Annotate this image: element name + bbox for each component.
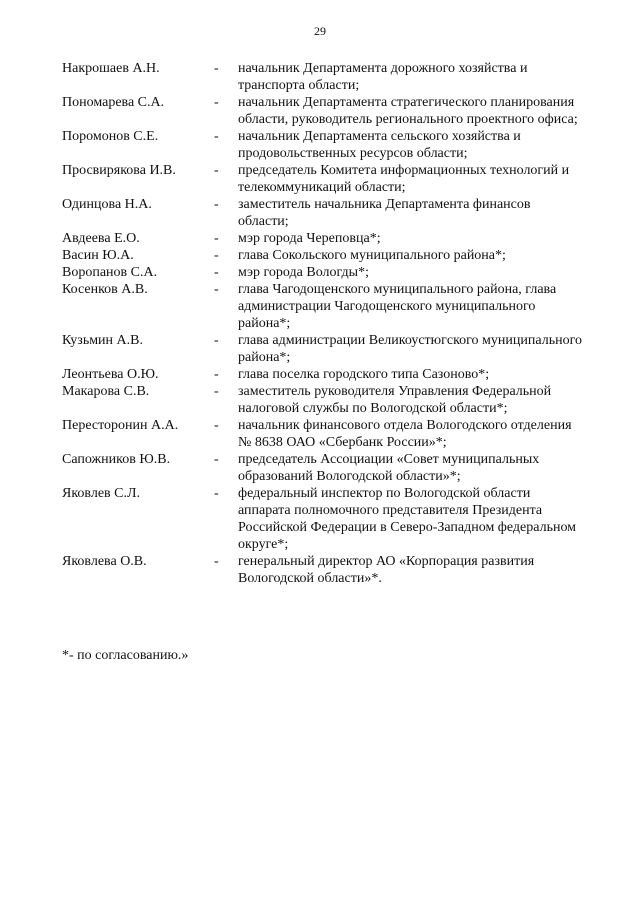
member-row xyxy=(62,128,582,162)
member-dash: - xyxy=(214,282,219,297)
members-list xyxy=(62,60,582,587)
member-dash: - xyxy=(214,95,219,110)
member-role: генеральный директор АО «Корпорация развития Вологодской области»*. xyxy=(238,554,535,586)
member-row xyxy=(62,94,582,128)
member-role: глава Чагодощенского муниципального района, глава администрации Чагодощенского муниципального района*; xyxy=(238,282,557,331)
member-name: Воропанов С.А. xyxy=(62,265,158,280)
page-number: 29 xyxy=(314,24,326,38)
member-row xyxy=(62,230,582,247)
member-role: начальник финансового отдела Вологодского отделения № 8638 ОАО «Сбербанк России»*; xyxy=(238,418,572,450)
member-dash: - xyxy=(214,231,219,246)
member-dash: - xyxy=(214,384,219,399)
member-dash: - xyxy=(214,265,219,280)
member-dash: - xyxy=(214,554,219,569)
member-name: Яковлев С.Л. xyxy=(62,486,140,501)
member-row xyxy=(62,196,582,230)
member-row xyxy=(62,417,582,451)
member-role: начальник Департамента дорожного хозяйства и транспорта области; xyxy=(238,61,528,93)
member-role: глава поселка городского типа Сазоново*; xyxy=(238,367,490,382)
member-role: председатель Комитета информационных технологий и телекоммуникаций области; xyxy=(238,163,570,195)
member-dash: - xyxy=(214,61,219,76)
footnote: *- по согласованию.» xyxy=(62,648,189,663)
member-dash: - xyxy=(214,367,219,382)
member-name: Пономарева С.А. xyxy=(62,95,165,110)
member-dash: - xyxy=(214,486,219,501)
member-name: Сапожников Ю.В. xyxy=(62,452,171,467)
member-row xyxy=(62,60,582,94)
member-row xyxy=(62,281,582,332)
member-name: Леонтьева О.Ю. xyxy=(62,367,159,382)
member-row xyxy=(62,451,582,485)
member-role: начальник Департамента стратегического планирования области, руководитель регионального проектного офиса; xyxy=(238,95,578,127)
member-role: председатель Ассоциации «Совет муниципальных образований Вологодской области»*; xyxy=(238,452,540,484)
member-role: федеральный инспектор по Вологодской области аппарата полномочного представителя Президента Российской Федерации в Северо-Западном федеральном округе*; xyxy=(238,486,577,552)
member-name: Просвирякова И.В. xyxy=(62,163,176,178)
member-role: заместитель начальника Департамента финансов области; xyxy=(238,197,531,229)
member-dash: - xyxy=(214,163,219,178)
member-role: мэр города Вологды*; xyxy=(238,265,369,280)
member-row xyxy=(62,366,582,383)
member-dash: - xyxy=(214,197,219,212)
member-name: Яковлева О.В. xyxy=(62,554,147,569)
member-row xyxy=(62,247,582,264)
member-role: мэр города Череповца*; xyxy=(238,231,381,246)
member-role: начальник Департамента сельского хозяйства и продовольственных ресурсов области; xyxy=(238,129,521,161)
member-dash: - xyxy=(214,248,219,263)
member-row xyxy=(62,264,582,281)
member-name: Одинцова Н.А. xyxy=(62,197,152,212)
member-name: Васин Ю.А. xyxy=(62,248,134,263)
member-dash: - xyxy=(214,333,219,348)
member-row xyxy=(62,485,582,553)
member-name: Кузьмин А.В. xyxy=(62,333,143,348)
member-name: Поромонов С.Е. xyxy=(62,129,159,144)
member-name: Пересторонин А.А. xyxy=(62,418,179,433)
member-name: Накрошаев А.Н. xyxy=(62,61,160,76)
member-name: Авдеева Е.О. xyxy=(62,231,140,246)
member-dash: - xyxy=(214,129,219,144)
member-role: глава Сокольского муниципального района*; xyxy=(238,248,506,263)
member-row xyxy=(62,553,582,587)
member-dash: - xyxy=(214,452,219,467)
member-dash: - xyxy=(214,418,219,433)
member-name: Косенков А.В. xyxy=(62,282,148,297)
member-row xyxy=(62,383,582,417)
member-row xyxy=(62,332,582,366)
member-row xyxy=(62,162,582,196)
member-role: заместитель руководителя Управления Федеральной налоговой службы по Вологодской области*; xyxy=(238,384,552,416)
member-role: глава администрации Великоустюгского муниципального района*; xyxy=(238,333,582,365)
member-name: Макарова С.В. xyxy=(62,384,150,399)
